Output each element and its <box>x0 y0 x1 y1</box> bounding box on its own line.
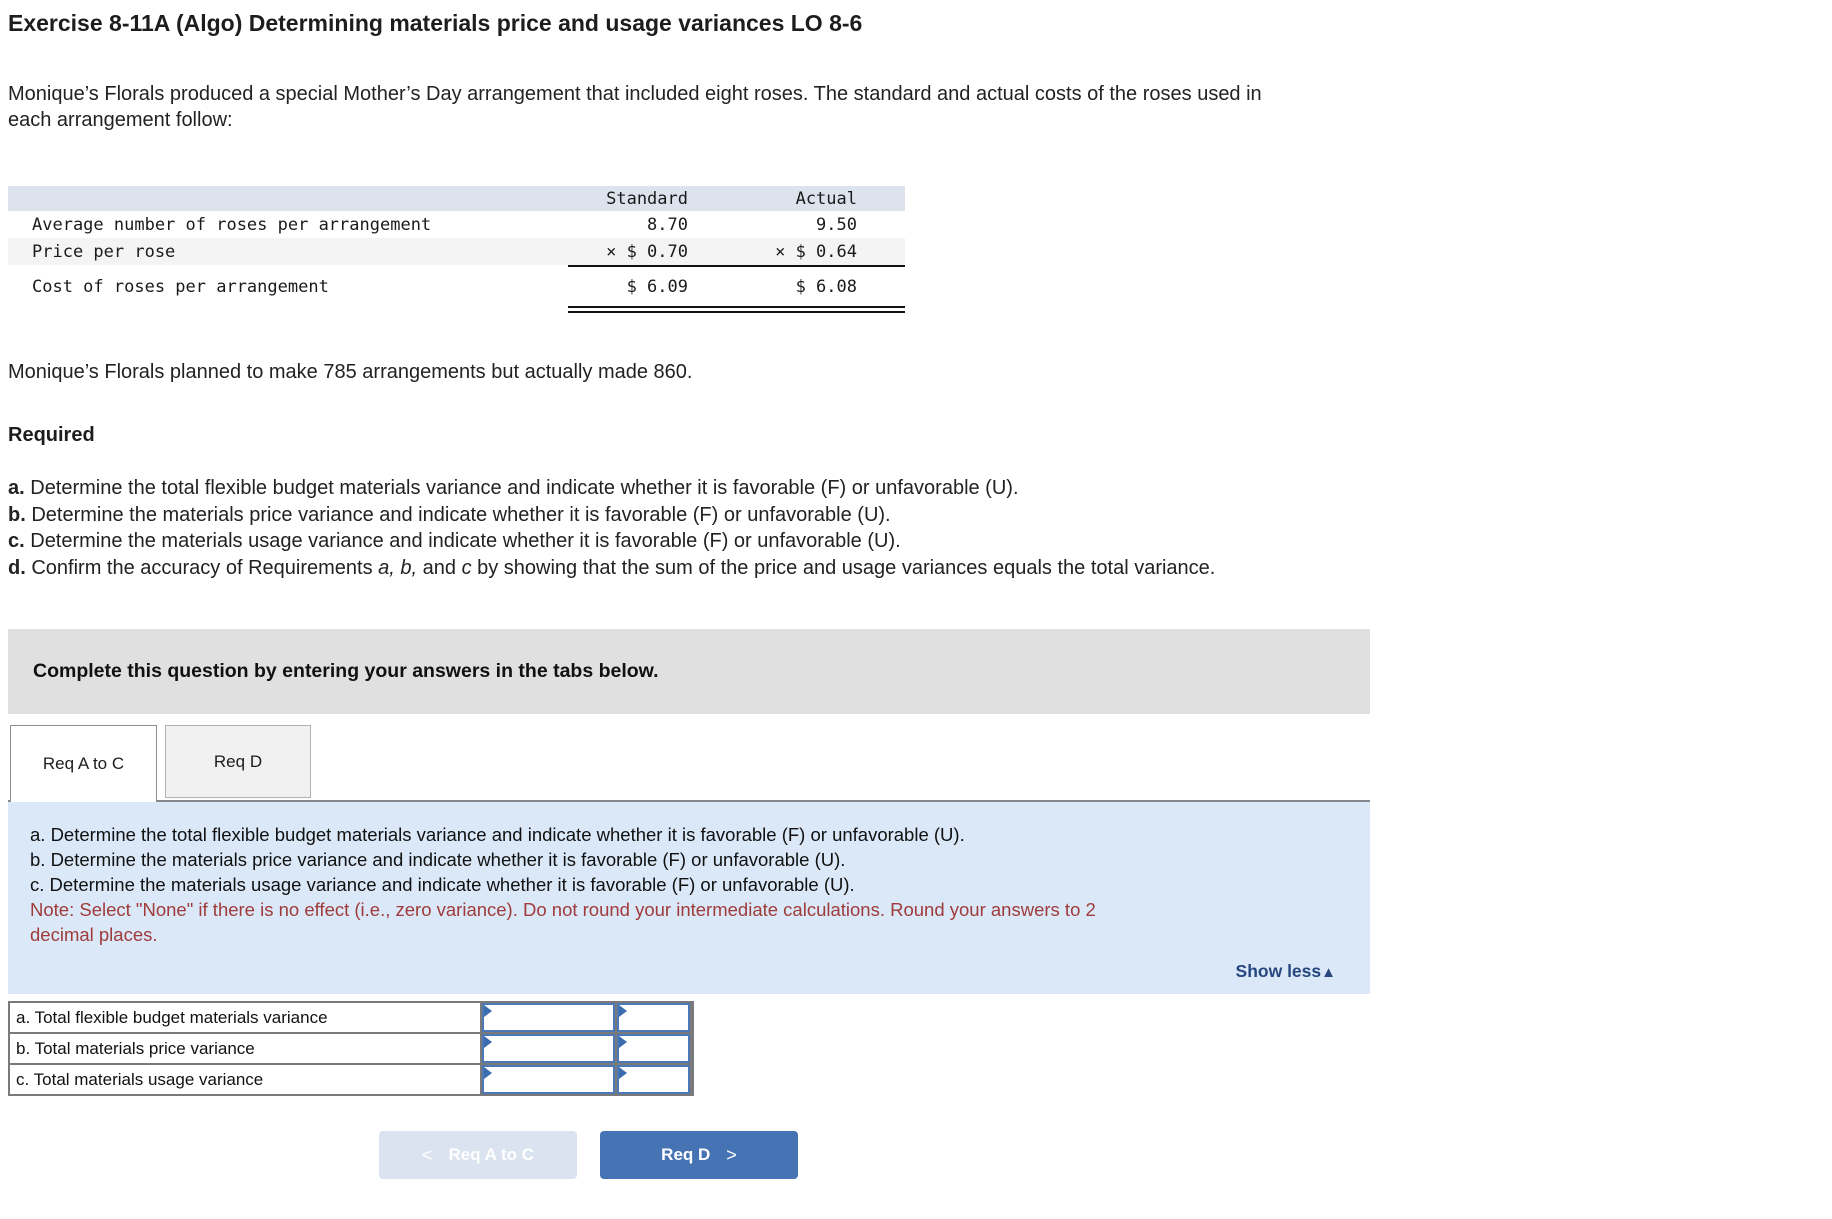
required-item-text-italic: c <box>461 556 472 579</box>
chevron-right-icon: > <box>726 1144 737 1165</box>
show-less-link[interactable] <box>30 961 1336 982</box>
cost-row-standard-value: 8.70 <box>647 214 688 235</box>
tab-label: Req A to C <box>42 754 125 773</box>
input-box <box>617 1065 690 1094</box>
required-item-d <box>8 555 1243 582</box>
input-box <box>617 1003 690 1032</box>
panel-instructions <box>30 822 1120 947</box>
tab-req-a-to-c[interactable] <box>10 725 157 802</box>
chevron-left-icon: < <box>421 1144 433 1165</box>
tab-req-d[interactable] <box>165 725 311 798</box>
answer-row-a-label: a. Total flexible budget materials variance <box>10 1003 480 1032</box>
cost-row-average-roses <box>8 211 905 238</box>
required-item-a <box>8 475 1243 502</box>
cost-row-label: Average number of roses per arrangement <box>32 214 432 235</box>
complete-question-banner <box>8 629 1370 714</box>
tab-bar <box>8 725 1832 800</box>
required-item-text: Determine the materials usage variance and indicate whether it is favorable (F) or unfavorable (U). <box>24 530 901 552</box>
nav-button-row <box>379 1131 1832 1179</box>
required-item-text: Confirm the accuracy of Requirements <box>25 556 379 579</box>
required-list <box>8 475 1243 581</box>
answer-row-c-effect-select[interactable] <box>617 1065 690 1094</box>
answer-row-a-effect-select[interactable] <box>617 1003 690 1032</box>
input-box <box>617 1034 690 1063</box>
panel-instruction-c: c. Determine the materials usage variance and indicate whether it is favorable (F) or unfavorable (U). <box>30 874 855 895</box>
cost-row-label: Price per rose <box>32 241 176 262</box>
required-item-b <box>8 502 1243 529</box>
cost-row-price-per-rose <box>8 238 905 265</box>
cost-table-header <box>8 186 905 211</box>
banner-text: Complete this question by entering your answers in the tabs below. <box>33 660 659 682</box>
input-box <box>482 1065 615 1094</box>
cost-table <box>8 186 905 313</box>
next-button-label: Req D <box>661 1145 711 1164</box>
required-item-text: Determine the materials price variance and indicate whether it is favorable (F) or unfavorable (U). <box>25 503 891 526</box>
cost-row-standard-value: $ 6.09 <box>626 277 688 297</box>
cost-row-label: Cost of roses per arrangement <box>32 277 329 297</box>
next-req-d-button[interactable] <box>600 1131 798 1179</box>
panel-instruction-b: b. Determine the materials price variance and indicate whether it is favorable (F) or unfavorable (U). <box>30 849 846 870</box>
answer-row-b-amount-input[interactable] <box>482 1034 615 1063</box>
chevron-up-icon: ▲ <box>1321 964 1336 981</box>
intro-paragraph: Monique’s Florals produced a special Mother’s Day arrangement that included eight roses. The standard and actual costs of the roses used in each arrangement follow: <box>8 83 1262 131</box>
answer-row-b-effect-select[interactable] <box>617 1034 690 1063</box>
required-item-letter: b. <box>8 503 26 526</box>
show-less-label: Show less <box>1235 961 1322 981</box>
input-box <box>482 1003 615 1032</box>
tab-label: Req D <box>213 751 263 771</box>
required-item-text: and <box>417 556 462 579</box>
instruction-panel <box>8 800 1370 994</box>
page-title: Exercise 8-11A (Algo) Determining materials price and usage variances LO 8-6 <box>8 10 863 36</box>
cost-row-standard-value: × $ 0.70 <box>606 241 688 262</box>
answer-row-c-amount-input[interactable] <box>482 1065 615 1094</box>
required-item-text-italic: a, b, <box>378 556 418 579</box>
required-heading: Required <box>8 424 95 446</box>
required-item-c <box>8 528 1243 555</box>
cost-header-actual: Actual <box>795 188 857 209</box>
answer-row-c-label: c. Total materials usage variance <box>10 1065 480 1094</box>
total-double-rule <box>568 306 905 313</box>
cost-header-standard: Standard <box>606 188 688 209</box>
prev-button-label: Req A to C <box>448 1145 535 1164</box>
required-item-letter: a. <box>8 477 25 499</box>
panel-instruction-a: a. Determine the total flexible budget materials variance and indicate whether it is favorable (F) or unfavorable (U). <box>30 824 965 845</box>
required-item-text: Determine the total flexible budget materials variance and indicate whether it is favorable (F) or unfavorable (U). <box>24 477 1019 499</box>
input-box <box>482 1034 615 1063</box>
cost-row-actual-value: 9.50 <box>816 214 857 235</box>
answer-row-a-amount-input[interactable] <box>482 1003 615 1032</box>
required-item-text: by showing that the sum of the price and usage variances equals the total variance. <box>471 556 1216 579</box>
prev-req-a-to-c-button[interactable] <box>379 1131 577 1179</box>
planned-note: Monique’s Florals planned to make 785 arrangements but actually made 860. <box>8 361 693 383</box>
answer-table <box>8 1001 694 1096</box>
cost-row-actual-value: × $ 0.64 <box>775 241 857 262</box>
cost-row-cost-per-arrangement <box>8 267 905 303</box>
panel-note: Note: Select "None" if there is no effect (i.e., zero variance). Do not round your intermediate calculations. Round your answers to 2 decimal places. <box>30 899 1096 945</box>
cost-row-actual-value: $ 6.08 <box>795 277 857 297</box>
answer-row-b-label: b. Total materials price variance <box>10 1034 480 1063</box>
required-item-letter: c. <box>8 530 25 552</box>
required-item-letter: d. <box>8 556 26 579</box>
